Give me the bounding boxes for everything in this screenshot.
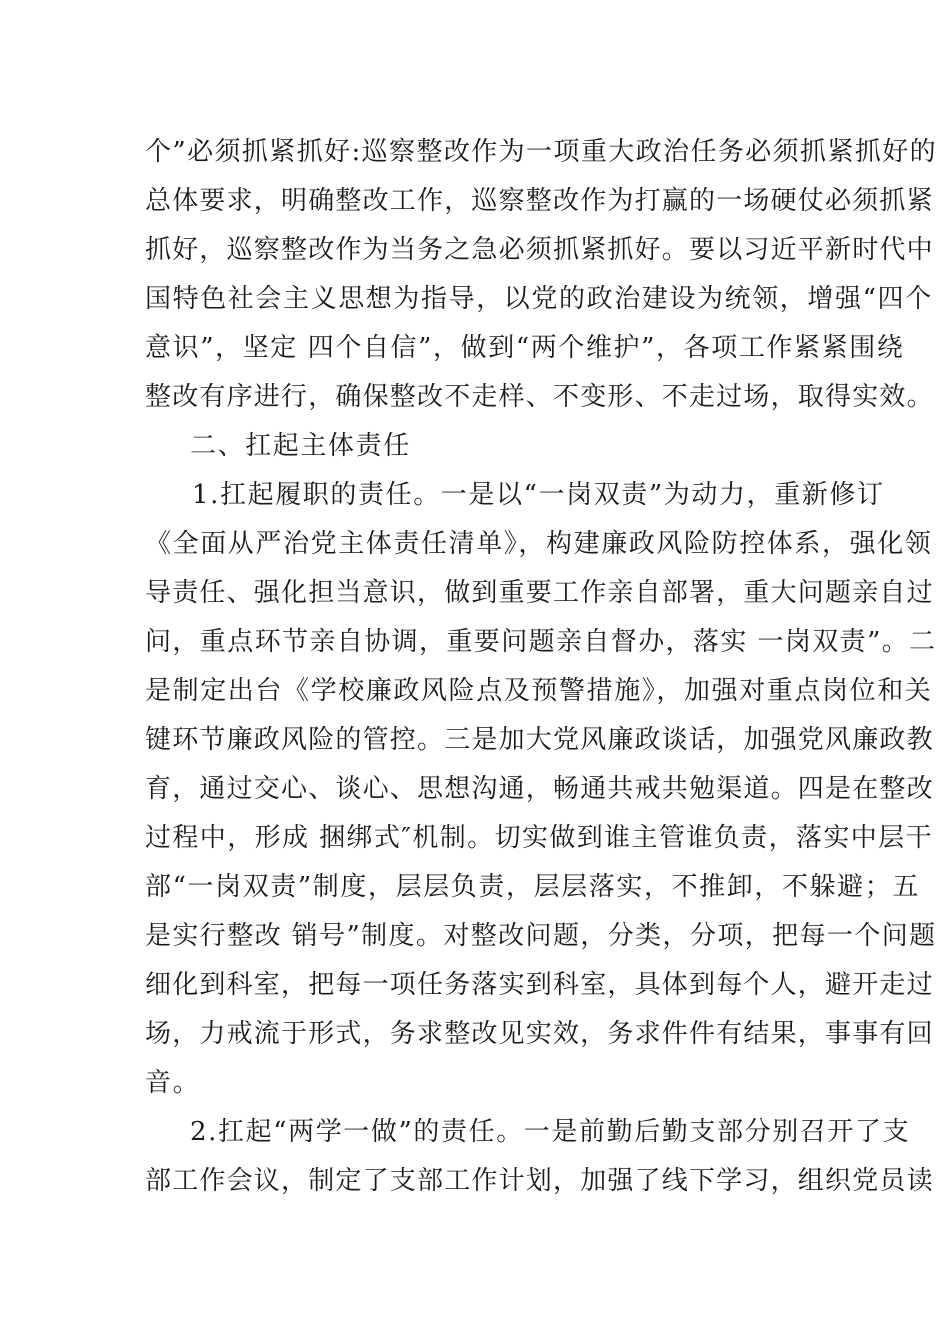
body-text-line: 整改有序进行，确保整改不走样、不变形、不走过场，取得实效。	[145, 382, 934, 412]
body-text-line: 场，力戒流于形式，务求整改见实效，务求件件有结果，事事有回	[145, 1019, 934, 1049]
paragraph-first-line: 2.扛起“两学一做”的责任。一是前勤后勤支部分别召开了支	[190, 1117, 911, 1147]
body-text-line: 育，通过交心、谈心、思想沟通，畅通共戒共勉渠道。四是在整改	[145, 774, 934, 804]
body-text-line: 是实行整改 销号”制度。对整改问题，分类，分项，把每一个问题	[145, 921, 937, 951]
body-text-line: 总体要求，明确整改工作，巡察整改作为打赢的一场硬仗必须抓紧	[145, 186, 934, 216]
body-text-line: 国特色社会主义思想为指导，以党的政治建设为统领，增强“四个	[145, 284, 933, 314]
body-text-line: 是制定出台《学校廉政风险点及预警措施》，加强对重点岗位和关	[145, 676, 933, 706]
body-text-line: 音。	[145, 1068, 201, 1098]
body-text-line: 意识”，坚定 四个自信”，做到“两个维护”，各项工作紧紧围绕	[145, 333, 905, 363]
body-text-line: 《全面从严治党主体责任清单》，构建廉政风险防控体系，强化领	[145, 529, 933, 559]
body-text-line: 问，重点环节亲自协调，重要问题亲自督办，落实 一岗双责”。二	[145, 627, 937, 657]
body-text-line: 部“一岗双责”制度，层层负责，层层落实，不推卸，不躲避；五	[145, 872, 920, 902]
body-text-line: 细化到科室，把每一项任务落实到科室，具体到每个人，避开走过	[145, 970, 934, 1000]
body-text-line: 抓好，巡察整改作为当务之急必须抓紧抓好。要以习近平新时代中	[145, 235, 934, 265]
paragraph-first-line: 1.扛起履职的责任。一是以“一岗双责”为动力，重新修订	[192, 480, 885, 510]
body-text-line: 过程中，形成 捆绑式″机制。切实做到谁主管谁负责，落实中层干	[145, 823, 933, 853]
body-text-line: 个”必须抓紧抓好:巡察整改作为一项重大政治任务必须抓紧抓好的	[145, 137, 938, 167]
body-text-line: 部工作会议，制定了支部工作计划，加强了线下学习，组织党员读	[145, 1166, 934, 1196]
body-text-line: 键环节廉政风险的管控。三是加大党风廉政谈话，加强党风廉政教	[145, 725, 934, 755]
body-text-line: 导责任、强化担当意识，做到重要工作亲自部署，重大问题亲自过	[145, 578, 934, 608]
section-heading: 二、扛起主体责任	[190, 431, 411, 461]
